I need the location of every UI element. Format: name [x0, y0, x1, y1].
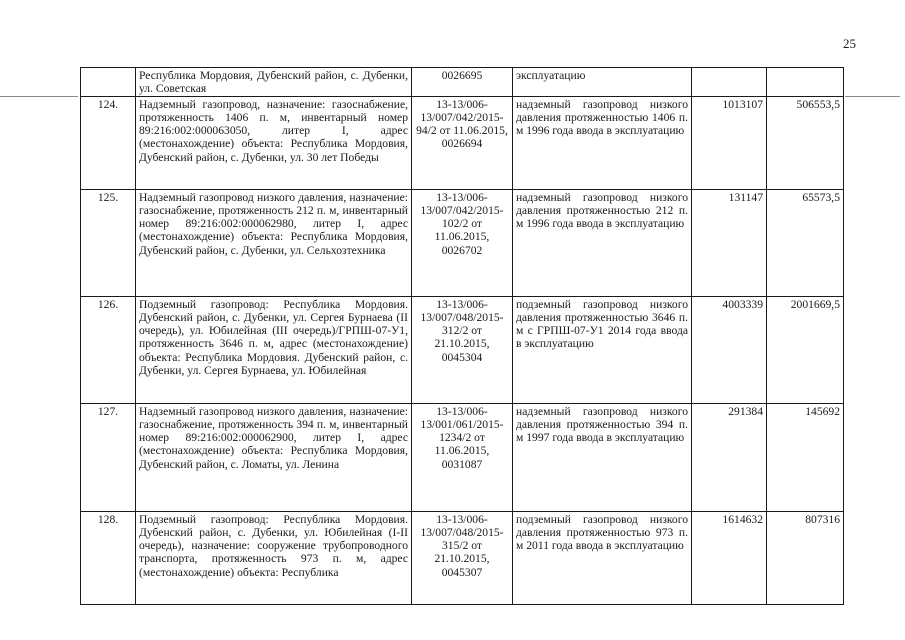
object-characteristics: надземный газопровод низкого давления протяженностью 212 п. м 1996 года ввода в эксплуатацию [513, 190, 692, 297]
object-description: Подземный газопровод: Республика Мордовия. Дубенский район, с. Дубенки, ул. Юбилейная (I-II очередь), назначение: сооружение трубопроводного транспорта, протяженность 973 п. м, адрес (местонахождение) объекта: Республика [136, 512, 412, 605]
object-description: Республика Мордовия, Дубенский район, с. Дубенки, ул. Советская [136, 68, 412, 97]
scan-artifact-line [0, 96, 78, 97]
value-cell: 145692 [767, 404, 844, 512]
registration-record: 13-13/006-13/007/048/2015-315/2 от 21.10.2015, 0045307 [412, 512, 513, 605]
registration-record: 13-13/006-13/007/048/2015-312/2 от 21.10.2015, 0045304 [412, 297, 513, 404]
object-description: Подземный газопровод: Республика Мордовия. Дубенский район, с. Дубенки, ул. Сергея Бурнаева (II очередь), ул. Юбилейная (III очередь)/ГРПШ-07-У1, протяженность 3646 п. м, адрес (местонахождение) объекта: Республика Мордовия. Дубенский район, с. Дубенки, ул. Сергея Бурнаева, ул. Юбилейная [136, 297, 412, 404]
row-number: 125. [81, 190, 136, 297]
row-number: 128. [81, 512, 136, 605]
value-cell: 1013107 [692, 97, 767, 190]
object-characteristics: надземный газопровод низкого давления протяженностью 394 п. м 1997 года ввода в эксплуатацию [513, 404, 692, 512]
registration-record: 0026695 [412, 68, 513, 97]
value-cell [692, 68, 767, 97]
row-number: 126. [81, 297, 136, 404]
object-characteristics: подземный газопровод низкого давления протяженностью 3646 п. м с ГРПШ-07-У1 2014 года ввода в эксплуатацию [513, 297, 692, 404]
value-cell: 506553,5 [767, 97, 844, 190]
object-description: Надземный газопровод низкого давления, назначение: газоснабжение, протяженность 394 п. м, инвентарный номер 89:216:002:000062900, литер I, адрес (местонахождение) объекта: Республика Мордовия, Дубенский район, с. Ломаты, ул. Ленина [136, 404, 412, 512]
table-row [81, 68, 844, 97]
value-cell: 1614632 [692, 512, 767, 605]
value-cell: 291384 [692, 404, 767, 512]
value-cell: 2001669,5 [767, 297, 844, 404]
row-number [81, 68, 136, 97]
registration-record: 13-13/006-13/007/042/2015-94/2 от 11.06.2015, 0026694 [412, 97, 513, 190]
table-row [81, 512, 844, 605]
row-number: 124. [81, 97, 136, 190]
value-cell: 65573,5 [767, 190, 844, 297]
table-row [81, 404, 844, 512]
registration-record: 13-13/006-13/007/042/2015-102/2 от 11.06.2015, 0026702 [412, 190, 513, 297]
page-number: 25 [843, 36, 856, 51]
object-description: Надземный газопровод низкого давления, назначение: газоснабжение, протяженность 212 п. м, инвентарный номер 89:216:002:000062980, литер I, адрес (местонахождение) объекта: Республика Мордовия, Дубенский район, с. Дубенки, ул. Сельхозтехника [136, 190, 412, 297]
object-characteristics: надземный газопровод низкого давления протяженностью 1406 п. м 1996 года ввода в эксплуатацию [513, 97, 692, 190]
row-number: 127. [81, 404, 136, 512]
object-characteristics: подземный газопровод низкого давления протяженностью 973 п. м 2011 года ввода в эксплуатацию [513, 512, 692, 605]
registration-record: 13-13/006-13/001/061/2015-1234/2 от 11.06.2015, 0031087 [412, 404, 513, 512]
table-row [81, 297, 844, 404]
object-characteristics: эксплуатацию [513, 68, 692, 97]
value-cell: 131147 [692, 190, 767, 297]
asset-register-table [80, 67, 844, 605]
table-row [81, 190, 844, 297]
table-row [81, 97, 844, 190]
value-cell: 807316 [767, 512, 844, 605]
object-description: Надземный газопровод, назначение: газоснабжение, протяженность 1406 п. м, инвентарный номер 89:216:002:000063050, литер I, адрес (местонахождение) объекта: Республика Мордовия, Дубенский район, с. Дубенки, ул. 30 лет Победы [136, 97, 412, 190]
scan-artifact-line [845, 96, 900, 97]
value-cell [767, 68, 844, 97]
value-cell: 4003339 [692, 297, 767, 404]
